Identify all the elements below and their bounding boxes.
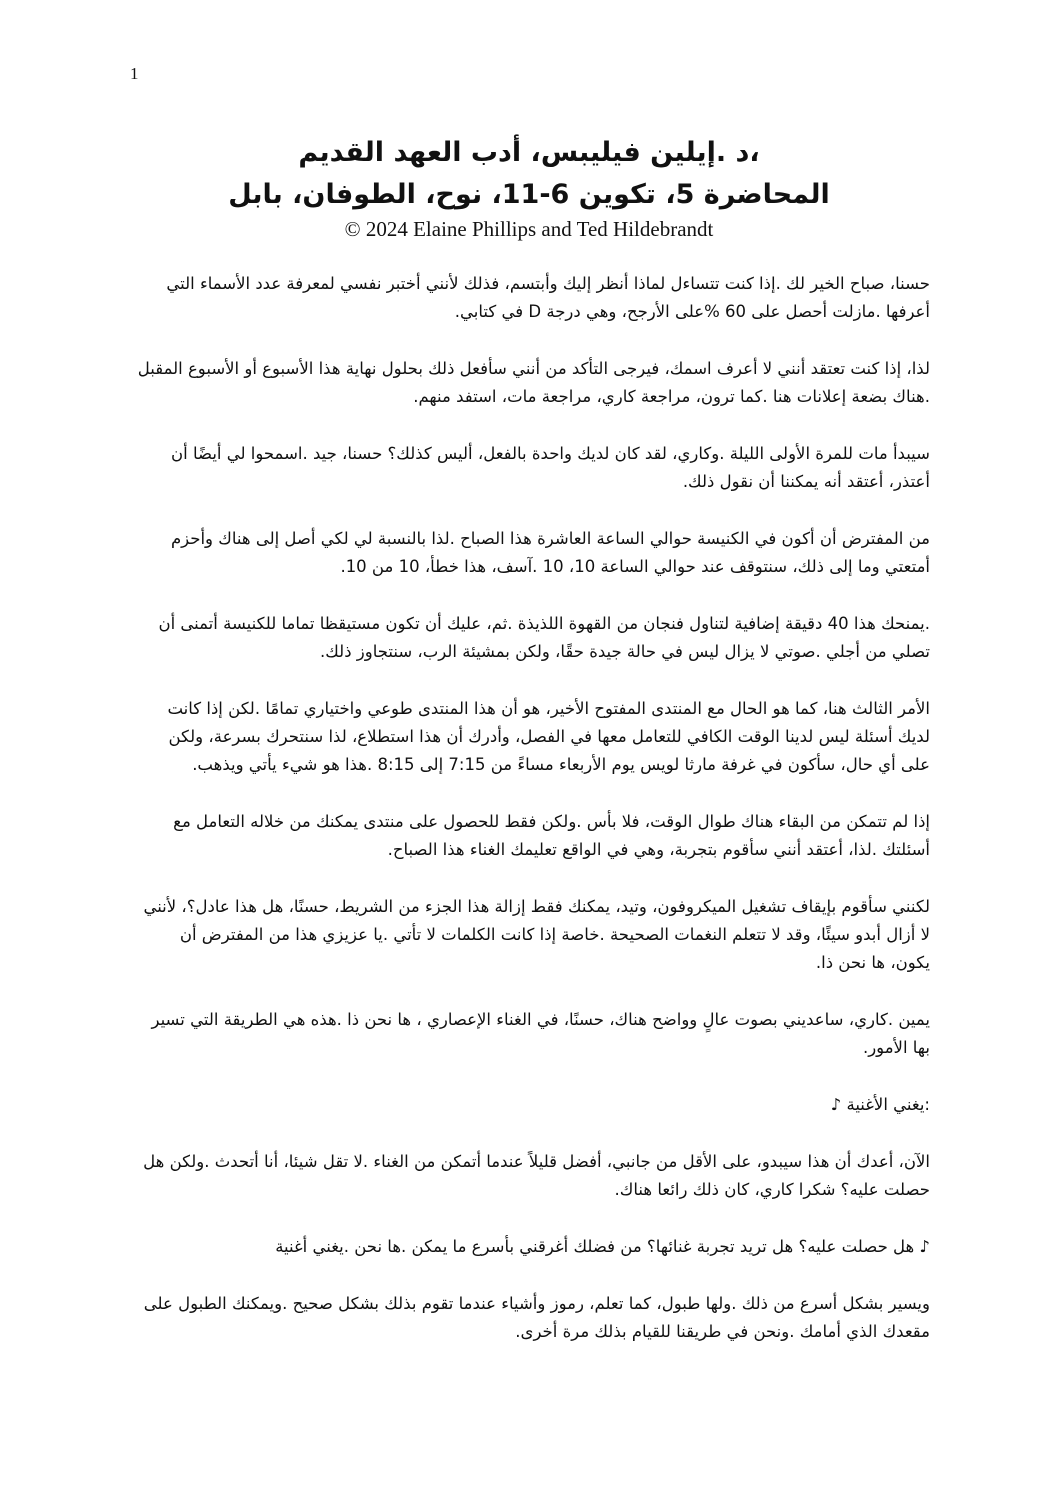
paragraph: ويسير بشكل أسرع من ذلك .ولها طبول، كما تعلم، رموز وأشياء عندما تقوم بذلك بشكل صحيح .ويمكنك الطبول على مقعدك الذي أمامك .ونحن في طريقنا للقيام بذلك مرة أخرى. bbox=[143, 1294, 930, 1341]
paragraph: الأمر الثالث هنا، كما هو الحال مع المنتدى المفتوح الأخير، هو أن هذا المنتدى طوعي واختياري تمامًا .لكن إذا كانت لديك أسئلة ليس لدينا الوقت الكافي للتعامل معها في الفصل، وأدرك أن هذا استطلاع، لذا سنتحرك بسرعة، ولكن على أي حال، سأكون في غرفة مارثا لويس يوم الأربعاء مساءً من 7:15 إلى 8:15 .هذا هو شيء يأتي ويذهب. bbox=[167, 699, 930, 774]
copyright-line: © 2024 Elaine Phillips and Ted Hildebrandt bbox=[344, 217, 714, 241]
title-author-line: ،د .إيلين فيليبس، أدب العهد القديم bbox=[298, 137, 760, 168]
paragraph: سيبدأ مات للمرة الأولى الليلة .وكاري، لقد كان لديك واحدة بالفعل، أليس كذلك؟ حسنا، جيد .اسمحوا لي أيضًا أن أعتذر، أعتقد أنه يمكننا أن نقول ذلك. bbox=[171, 444, 930, 491]
paragraph: يمين .كاري، ساعديني بصوت عالٍ وواضح هناك، حسنًا، في الغناء الإعصاري ، ها نحن ذا .هذه هي الطريقة التي تسير بها الأمور. bbox=[151, 1010, 930, 1057]
document-header bbox=[130, 132, 928, 242]
document-body bbox=[135, 270, 930, 1375]
paragraph: الآن، أعدك أن هذا سيبدو، على الأقل من جانبي، أفضل قليلاً عندما أتمكن من الغناء .لا تقل شيئا، أنا أتحدث .ولكن هل حصلت عليه؟ شكرا كاري، كان ذلك رائعا هناك. bbox=[143, 1152, 930, 1199]
paragraph: لذا، إذا كنت تعتقد أنني لا أعرف اسمك، فيرجى التأكد من أنني سأفعل ذلك بحلول نهاية هذا الأسبوع أو الأسبوع المقبل .هناك بضعة إعلانات هنا .كما ترون، مراجعة كاري، مراجعة مات، استفد منهم. bbox=[137, 359, 930, 406]
paragraph: .يمنحك هذا 40 دقيقة إضافية لتناول فنجان من القهوة اللذيذة .ثم، عليك أن تكون مستيقظا تماما للكنيسة أتمنى أن تصلي من أجلي .صوتي لا يزال ليس في حالة جيدة حقًا، ولكن بمشيئة الرب، سنتجاوز ذلك. bbox=[158, 614, 930, 661]
page-number: 1 bbox=[130, 64, 139, 83]
paragraph: حسنا، صباح الخير لك .إذا كنت تتساءل لماذا أنظر إليك وأبتسم، فذلك لأنني أختبر نفسي لمعرفة عدد الأسماء التي أعرفها .مازلت أحصل على 60 %على الأرجح، وهي درجة D في كتابي. bbox=[166, 274, 930, 321]
paragraph: لكنني سأقوم بإيقاف تشغيل الميكروفون، وتيد، يمكنك فقط إزالة هذا الجزء من الشريط، حسنًا، هل هذا عادل؟، لأنني لا أزال أبدو سيئًا، وقد لا تتعلم النغمات الصحيحة .خاصة إذا كانت الكلمات لا تأتي .يا عزيزي هذا من المفترض أن يكون، ها نحن ذا. bbox=[143, 897, 930, 972]
singing-note: ♪ هل حصلت عليه؟ هل تريد تجربة غنائها؟ من فضلك أغرقني بأسرع ما يمكن .ها نحن .يغني أغنية bbox=[275, 1237, 930, 1256]
title-lecture-line: المحاضرة 5، تكوين 6-11، نوح، الطوفان، بابل bbox=[228, 179, 830, 210]
singing-note: :يغني الأغنية ♪ bbox=[830, 1095, 930, 1114]
paragraph: من المفترض أن أكون في الكنيسة حوالي الساعة العاشرة هذا الصباح .لذا بالنسبة لي لكي أصل إلى هناك وأحزم أمتعتي وما إلى ذلك، سنتوقف عند حوالي الساعة 10، 10 .آسف، هذا خطأ، 10 من 10. bbox=[170, 529, 930, 576]
paragraph: إذا لم تتمكن من البقاء هناك طوال الوقت، فلا بأس .ولكن فقط للحصول على منتدى يمكنك من خلاله التعامل مع أسئلتك .لذا، أعتقد أنني سأقوم بتجربة، وهي في الواقع تعليمك الغناء هذا الصباح. bbox=[173, 812, 930, 859]
